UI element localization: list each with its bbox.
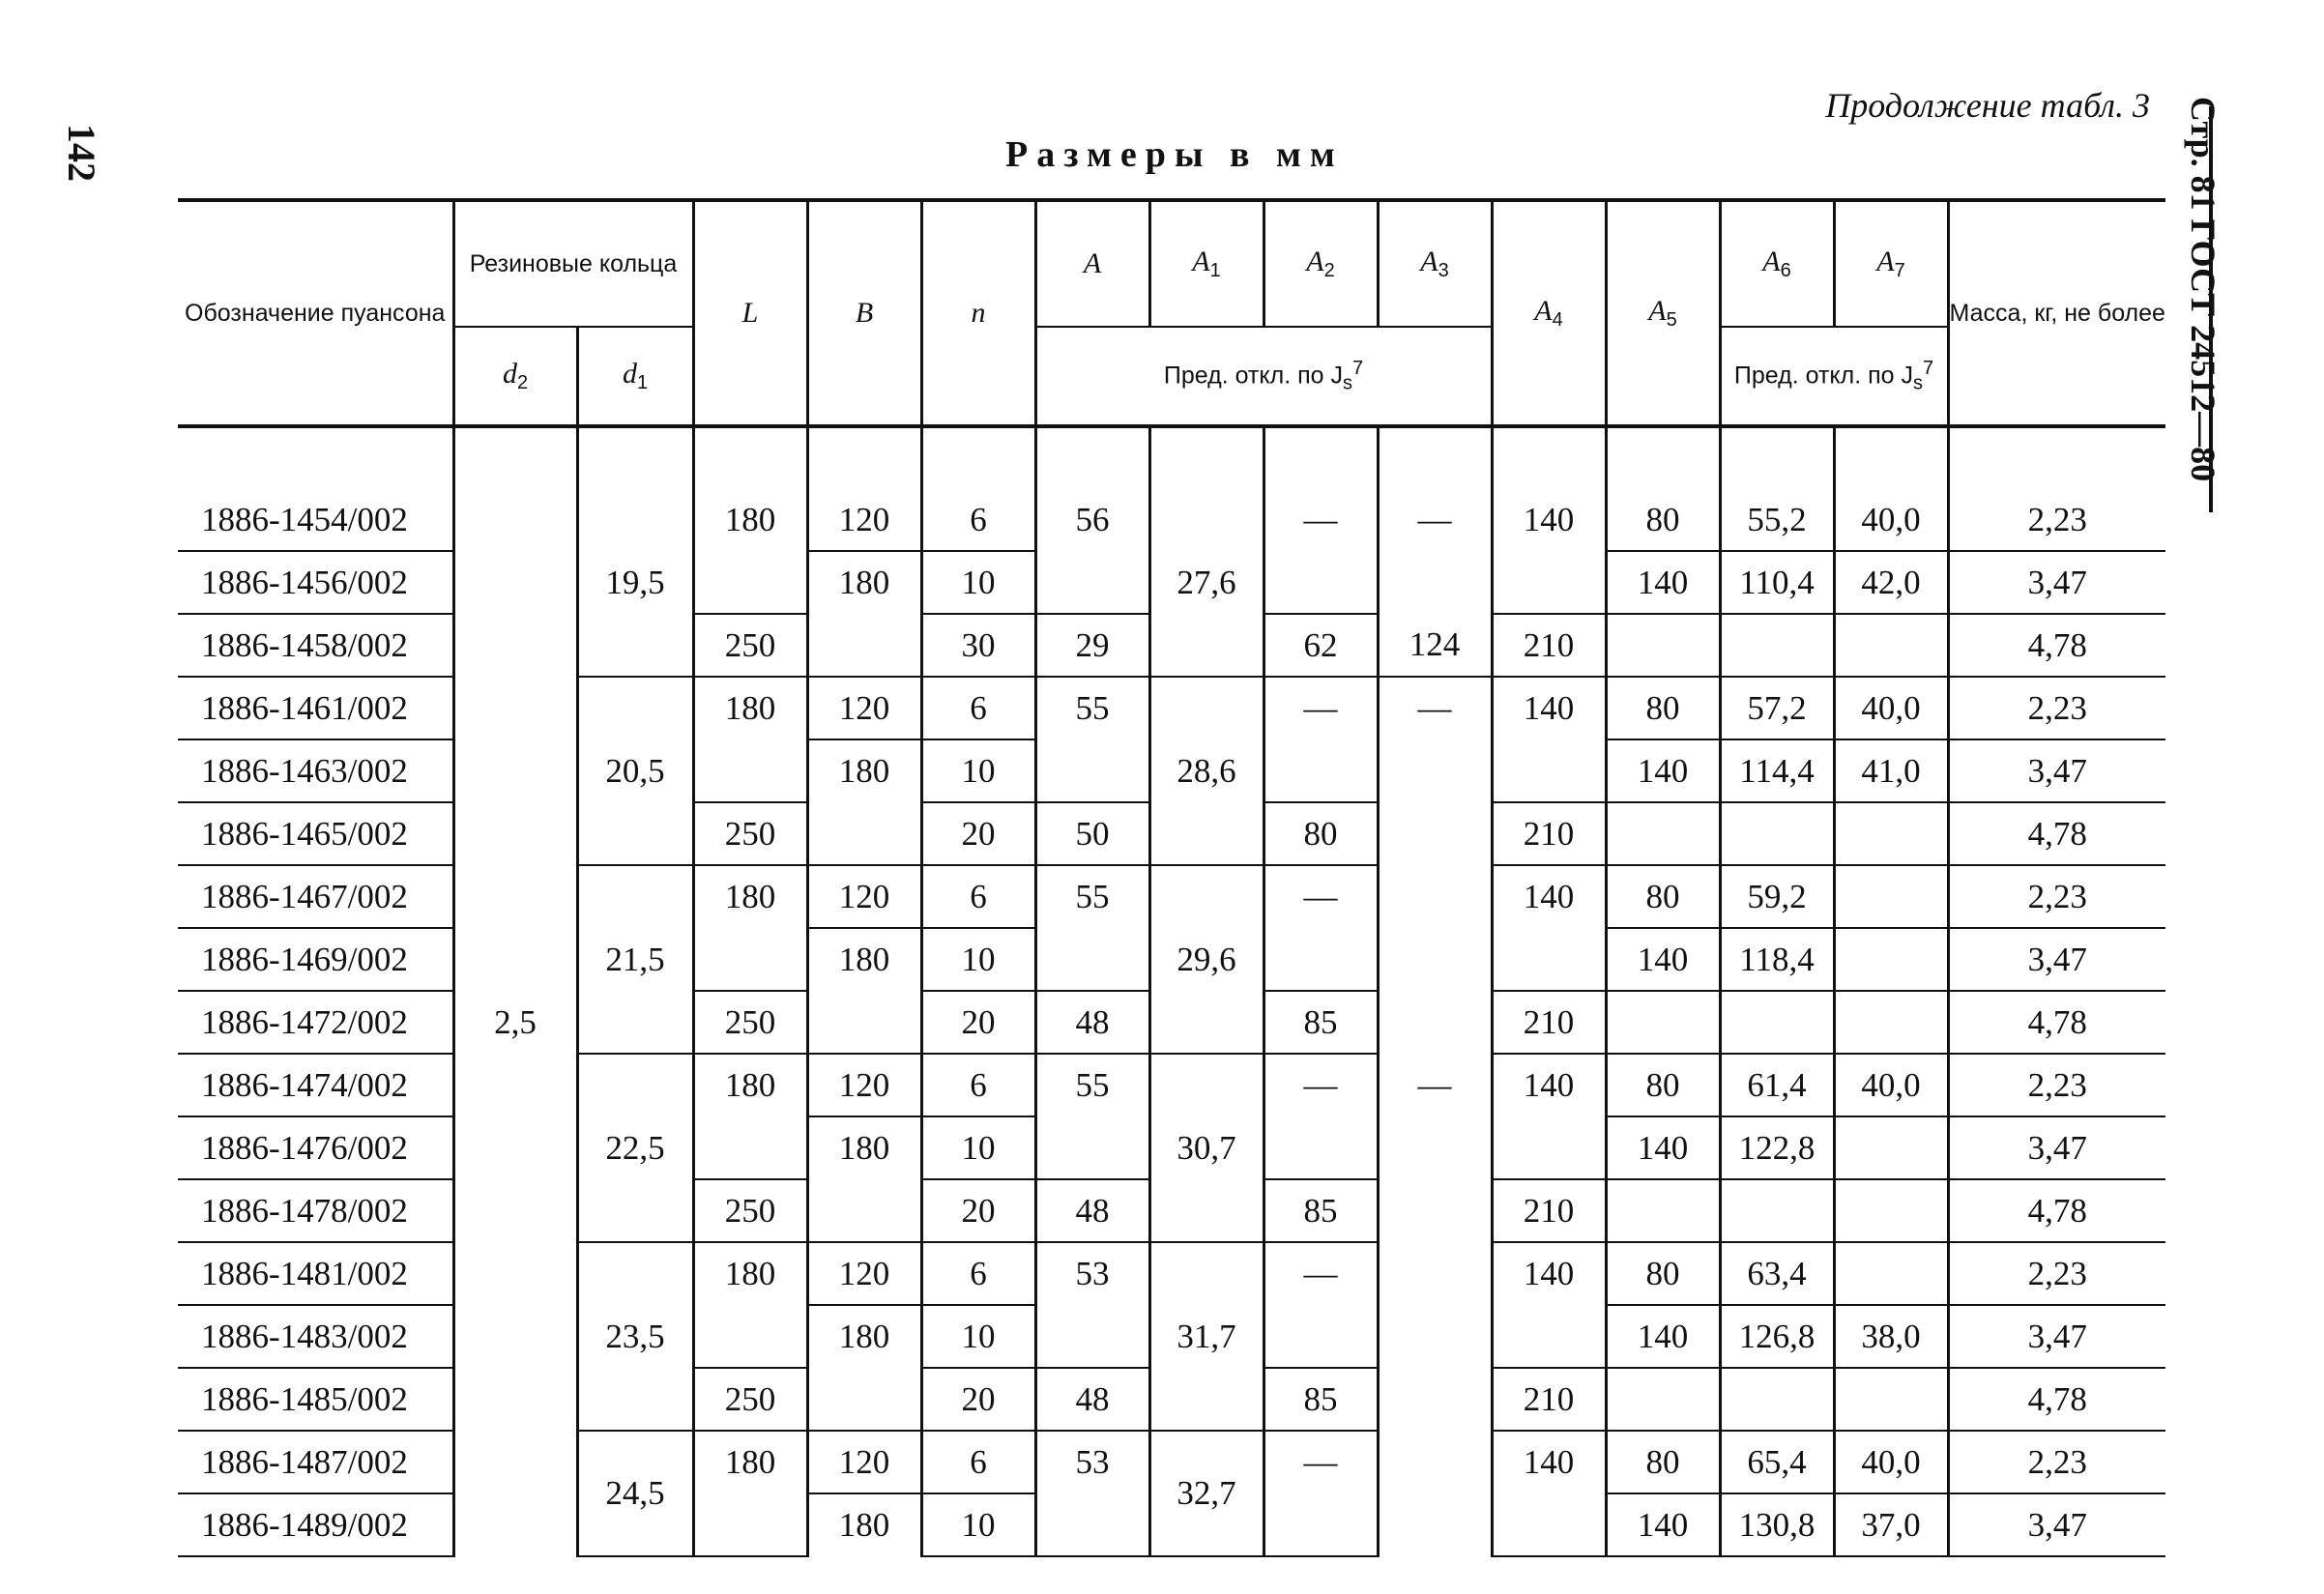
dim-A2: 62: [1264, 614, 1378, 677]
dim-A5: 80: [1606, 489, 1720, 551]
punch-code: 1886-1474/002: [178, 1054, 453, 1116]
ring-d1: 24,5: [577, 1431, 693, 1556]
punch-code: 1886-1483/002: [178, 1305, 453, 1368]
table-row: [178, 489, 2165, 551]
mass-value: 3,47: [1948, 1116, 2165, 1179]
dim-A7: 40,0: [1834, 489, 1948, 551]
dim-B: [807, 991, 921, 1054]
ring-d1: 20,5: [577, 677, 693, 865]
dim-A: [1035, 1493, 1149, 1556]
mass-value: 2,23: [1948, 1242, 2165, 1305]
dim-A: 48: [1035, 1179, 1149, 1242]
dim-B: 120: [807, 1054, 921, 1116]
dim-A5: [1606, 1179, 1720, 1242]
dim-B: [807, 802, 921, 865]
dim-A6: 65,4: [1720, 1431, 1834, 1493]
dim-n: 20: [921, 1179, 1035, 1242]
dim-A7: 38,0: [1834, 1305, 1948, 1368]
mass-value: 3,47: [1948, 1305, 2165, 1368]
dim-B: [807, 614, 921, 677]
dim-A6: [1720, 1368, 1834, 1431]
dim-A: [1035, 1305, 1149, 1368]
mass-value: 4,78: [1948, 1179, 2165, 1242]
dim-n: 10: [921, 739, 1035, 802]
dim-A7: [1834, 1116, 1948, 1179]
dim-A7: 42,0: [1834, 551, 1948, 614]
dim-n: 10: [921, 928, 1035, 991]
dim-A7: [1834, 928, 1948, 991]
dim-A2: 85: [1264, 1179, 1378, 1242]
dim-B: 180: [807, 739, 921, 802]
header-n: n: [921, 200, 1035, 426]
dim-A: 50: [1035, 802, 1149, 865]
dim-A7: 40,0: [1834, 677, 1948, 739]
dim-A5: 140: [1606, 1116, 1720, 1179]
dim-A2: 85: [1264, 1368, 1378, 1431]
header-A6: $A_6$: [1720, 200, 1834, 327]
dim-A6: 122,8: [1720, 1116, 1834, 1179]
dim-A5: 80: [1606, 865, 1720, 928]
dim-n: 6: [921, 1431, 1035, 1493]
continuation-caption: Продолжение табл. 3: [1825, 86, 2150, 125]
dim-B: 180: [807, 928, 921, 991]
punch-code: 1886-1458/002: [178, 614, 453, 677]
dim-A3: [1378, 1305, 1492, 1368]
side-standard-label: Стр. 81 ГОСТ 24512—80: [2184, 97, 2222, 482]
dim-A5: [1606, 991, 1720, 1054]
dim-A6: 59,2: [1720, 865, 1834, 928]
dim-n: 20: [921, 1368, 1035, 1431]
dim-A4: 140: [1492, 1431, 1606, 1493]
units-caption: Размеры в мм: [1005, 134, 1344, 175]
dim-A6: [1720, 991, 1834, 1054]
dim-A2: 80: [1264, 802, 1378, 865]
dim-A6: 63,4: [1720, 1242, 1834, 1305]
dim-A2: —: [1264, 677, 1378, 739]
punch-dimensions-table: [178, 198, 2165, 1557]
dim-A: 55: [1035, 677, 1149, 739]
dim-B: 120: [807, 865, 921, 928]
dim-A4: [1492, 1305, 1606, 1368]
dim-B: 180: [807, 1305, 921, 1368]
dim-A7: 37,0: [1834, 1493, 1948, 1556]
mass-value: 4,78: [1948, 1368, 2165, 1431]
dim-L: 250: [693, 991, 807, 1054]
dim-n: 6: [921, 677, 1035, 739]
dim-A3: [1378, 739, 1492, 802]
dim-A1: 28,6: [1149, 677, 1264, 865]
dim-A: 48: [1035, 991, 1149, 1054]
page-number: 142: [60, 124, 103, 182]
dim-A4: [1492, 1493, 1606, 1556]
dim-A4: [1492, 551, 1606, 614]
dim-A3: —: [1378, 489, 1492, 551]
dim-A2: [1264, 739, 1378, 802]
dim-L: [693, 1305, 807, 1368]
header-tolerance-A-A3: Пред. откл. по $J_s^7$: [1035, 327, 1492, 426]
dim-A3: [1378, 1242, 1492, 1305]
dim-A1: 32,7: [1149, 1431, 1264, 1556]
dim-A2: —: [1264, 489, 1378, 551]
dim-A4: 210: [1492, 1179, 1606, 1242]
dim-B: 180: [807, 1116, 921, 1179]
dim-A5: 80: [1606, 1431, 1720, 1493]
dim-A3: [1378, 1368, 1492, 1431]
dim-A6: 126,8: [1720, 1305, 1834, 1368]
dim-n: 20: [921, 991, 1035, 1054]
dim-L: 250: [693, 614, 807, 677]
punch-code: 1886-1454/002: [178, 489, 453, 551]
punch-code: 1886-1476/002: [178, 1116, 453, 1179]
dim-A2: [1264, 551, 1378, 614]
header-tolerance-A6-A7: Пред. откл. по $J_s^7$: [1720, 327, 1948, 426]
dim-A4: [1492, 1116, 1606, 1179]
dim-A7: [1834, 1179, 1948, 1242]
dim-A3: [1378, 1431, 1492, 1493]
dim-A6: [1720, 1179, 1834, 1242]
ring-d1: 19,5: [577, 489, 693, 677]
dim-A3: [1378, 865, 1492, 928]
dim-L: [693, 551, 807, 614]
header-rubber-rings: Резиновые кольца: [453, 200, 693, 327]
ring-d1: 22,5: [577, 1054, 693, 1242]
table-spacer-row: [178, 426, 2165, 489]
dim-A7: 40,0: [1834, 1054, 1948, 1116]
dim-L: [693, 928, 807, 991]
header-designation: Обозначение пуансона: [178, 200, 453, 426]
dim-A6: 61,4: [1720, 1054, 1834, 1116]
dim-A: 55: [1035, 1054, 1149, 1116]
dim-A2: [1264, 1116, 1378, 1179]
dim-A4: 140: [1492, 489, 1606, 551]
dim-B: 120: [807, 677, 921, 739]
dim-A: 48: [1035, 1368, 1149, 1431]
dim-A4: 210: [1492, 991, 1606, 1054]
dim-L: [693, 739, 807, 802]
punch-code: 1886-1487/002: [178, 1431, 453, 1493]
dim-n: 10: [921, 1116, 1035, 1179]
dim-L: 180: [693, 865, 807, 928]
dim-A2: [1264, 1493, 1378, 1556]
dim-L: 250: [693, 802, 807, 865]
header-A2: $A_2$: [1264, 200, 1378, 327]
header-A: A: [1035, 200, 1149, 327]
dim-A6: 110,4: [1720, 551, 1834, 614]
dim-n: 30: [921, 614, 1035, 677]
dim-A1: 29,6: [1149, 865, 1264, 1054]
dim-A7: [1834, 991, 1948, 1054]
punch-code: 1886-1456/002: [178, 551, 453, 614]
dim-n: 10: [921, 551, 1035, 614]
dim-A7: [1834, 1368, 1948, 1431]
header-A5: $A_5$: [1606, 200, 1720, 426]
header-mass: Масса, кг, не более: [1948, 200, 2165, 426]
dim-A: 53: [1035, 1431, 1149, 1493]
dim-L: 180: [693, 1431, 807, 1493]
punch-code: 1886-1472/002: [178, 991, 453, 1054]
dim-A1: 31,7: [1149, 1242, 1264, 1431]
dim-A4: 210: [1492, 1368, 1606, 1431]
dim-A5: [1606, 802, 1720, 865]
mass-value: 2,23: [1948, 1431, 2165, 1493]
dim-A4: 140: [1492, 677, 1606, 739]
dim-L: 180: [693, 1242, 807, 1305]
dim-B: 120: [807, 1431, 921, 1493]
mass-value: 4,78: [1948, 991, 2165, 1054]
dim-A7: 41,0: [1834, 739, 1948, 802]
dim-A3: [1378, 1116, 1492, 1179]
dim-L: 180: [693, 677, 807, 739]
dim-A: [1035, 551, 1149, 614]
dim-L: 180: [693, 1054, 807, 1116]
dim-B: 120: [807, 489, 921, 551]
dim-n: 6: [921, 1242, 1035, 1305]
ring-d2: 2,5: [453, 489, 577, 1556]
dim-A3: —: [1378, 677, 1492, 739]
dim-A1: 30,7: [1149, 1054, 1264, 1242]
dim-A2: —: [1264, 1431, 1378, 1493]
punch-code: 1886-1467/002: [178, 865, 453, 928]
dim-L: [693, 1116, 807, 1179]
dim-L: [693, 1493, 807, 1556]
dim-A4: [1492, 739, 1606, 802]
dim-A4: 210: [1492, 614, 1606, 677]
dim-A5: [1606, 614, 1720, 677]
dim-A: 29: [1035, 614, 1149, 677]
punch-code: 1886-1461/002: [178, 677, 453, 739]
dim-A5: 140: [1606, 739, 1720, 802]
dim-A2: [1264, 928, 1378, 991]
header-A7: $A_7$: [1834, 200, 1948, 327]
header-B: B: [807, 200, 921, 426]
dim-A5: 80: [1606, 1242, 1720, 1305]
dim-L: 250: [693, 1179, 807, 1242]
dim-A3: [1378, 991, 1492, 1054]
dim-A7: 40,0: [1834, 1431, 1948, 1493]
dim-A5: 80: [1606, 1054, 1720, 1116]
dim-A: [1035, 1116, 1149, 1179]
punch-code: 1886-1489/002: [178, 1493, 453, 1556]
mass-value: 4,78: [1948, 802, 2165, 865]
dim-A6: 57,2: [1720, 677, 1834, 739]
dim-A: 53: [1035, 1242, 1149, 1305]
ring-d1: 21,5: [577, 865, 693, 1054]
dim-A5: 140: [1606, 928, 1720, 991]
dim-A2: 85: [1264, 991, 1378, 1054]
dim-A3: [1378, 551, 1492, 614]
header-d2: $d_2$: [453, 327, 577, 426]
dim-A3: [1378, 1179, 1492, 1242]
mass-value: 4,78: [1948, 614, 2165, 677]
dim-A2: —: [1264, 1242, 1378, 1305]
dim-A3: [1378, 802, 1492, 865]
punch-code: 1886-1465/002: [178, 802, 453, 865]
dim-A4: 210: [1492, 802, 1606, 865]
dim-A: 56: [1035, 489, 1149, 551]
header-A4: $A_4$: [1492, 200, 1606, 426]
punch-code: 1886-1469/002: [178, 928, 453, 991]
punch-code: 1886-1463/002: [178, 739, 453, 802]
punch-code: 1886-1485/002: [178, 1368, 453, 1431]
dim-A: 55: [1035, 865, 1149, 928]
dim-A6: 55,2: [1720, 489, 1834, 551]
mass-value: 2,23: [1948, 865, 2165, 928]
header-A1: $A_1$: [1149, 200, 1264, 327]
dim-B: 120: [807, 1242, 921, 1305]
dim-A6: 118,4: [1720, 928, 1834, 991]
ring-d1: 23,5: [577, 1242, 693, 1431]
dim-A3: [1378, 1493, 1492, 1556]
dim-n: 20: [921, 802, 1035, 865]
punch-code: 1886-1478/002: [178, 1179, 453, 1242]
dim-A5: 140: [1606, 1305, 1720, 1368]
punch-code: 1886-1481/002: [178, 1242, 453, 1305]
dim-A6: 130,8: [1720, 1493, 1834, 1556]
mass-value: 3,47: [1948, 551, 2165, 614]
dim-B: [807, 1179, 921, 1242]
dim-A3: [1378, 928, 1492, 991]
dim-A5: 140: [1606, 1493, 1720, 1556]
mass-value: 3,47: [1948, 928, 2165, 991]
mass-value: 3,47: [1948, 739, 2165, 802]
mass-value: 2,23: [1948, 677, 2165, 739]
dim-n: 10: [921, 1305, 1035, 1368]
dim-n: 10: [921, 1493, 1035, 1556]
dim-A4: 140: [1492, 1054, 1606, 1116]
dim-A7: [1834, 614, 1948, 677]
dim-A: [1035, 739, 1149, 802]
header-L: L: [693, 200, 807, 426]
header-A3: $A_3$: [1378, 200, 1492, 327]
dim-n: 6: [921, 865, 1035, 928]
dim-L: 180: [693, 489, 807, 551]
dim-B: 180: [807, 551, 921, 614]
dim-A2: —: [1264, 865, 1378, 928]
dim-n: 6: [921, 489, 1035, 551]
dim-A5: 140: [1606, 551, 1720, 614]
mass-value: 2,23: [1948, 1054, 2165, 1116]
dim-A4: [1492, 928, 1606, 991]
header-d1: $d_1$: [577, 327, 693, 426]
mass-value: 3,47: [1948, 1493, 2165, 1556]
dim-A7: [1834, 802, 1948, 865]
dim-A: [1035, 928, 1149, 991]
dim-L: 250: [693, 1368, 807, 1431]
dim-n: 6: [921, 1054, 1035, 1116]
dim-B: [807, 1368, 921, 1431]
dim-A4: 140: [1492, 865, 1606, 928]
dim-B: 180: [807, 1493, 921, 1556]
dim-A1: 27,6: [1149, 489, 1264, 677]
dim-A4: 140: [1492, 1242, 1606, 1305]
dim-A3: —: [1378, 1054, 1492, 1116]
dim-A5: 80: [1606, 677, 1720, 739]
mass-value: 2,23: [1948, 489, 2165, 551]
dim-A6: 114,4: [1720, 739, 1834, 802]
dim-A6: [1720, 614, 1834, 677]
dim-A3: 124: [1378, 614, 1492, 677]
dim-A5: [1606, 1368, 1720, 1431]
dim-A7: [1834, 865, 1948, 928]
dim-A6: [1720, 802, 1834, 865]
dim-A7: [1834, 1242, 1948, 1305]
dim-A2: [1264, 1305, 1378, 1368]
dim-A2: —: [1264, 1054, 1378, 1116]
